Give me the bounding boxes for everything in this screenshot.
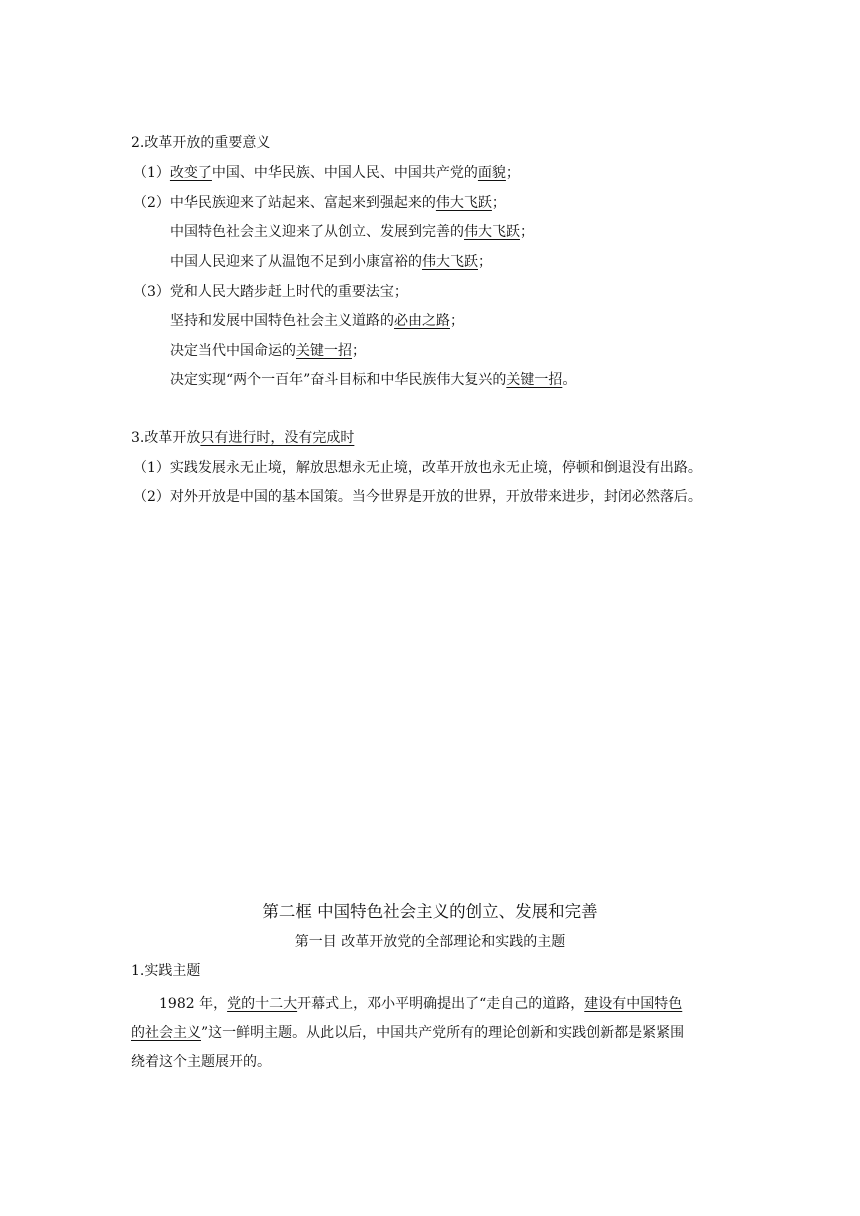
section-heading: 3.改革开放只有进行时，没有完成时 xyxy=(131,430,355,446)
list-item: 中国特色社会主义迎来了从创立、发展到完善的伟大飞跃； xyxy=(170,224,534,240)
section-heading: 2.改革开放的重要意义 xyxy=(131,135,271,151)
list-item: （3）党和人民大踏步赶上时代的重要法宝； xyxy=(133,284,408,300)
list-item: 决定当代中国命运的关键一招； xyxy=(170,343,366,359)
list-item: 中国人民迎来了从温饱不足到小康富裕的伟大飞跃； xyxy=(170,254,492,270)
list-item: 决定实现“两个一百年”奋斗目标和中华民族伟大复兴的关键一招。 xyxy=(170,372,577,388)
list-item: （2）中华民族迎来了站起来、富起来到强起来的伟大飞跃； xyxy=(133,195,506,211)
frame-title: 第二框 中国特色社会主义的创立、发展和完善 xyxy=(262,902,598,921)
paragraph-line: 1982 年，党的十二大开幕式上，邓小平明确提出了“走自己的道路，建设有中国特色 xyxy=(159,996,683,1012)
list-item: （2）对外开放是中国的基本国策。当今世界是开放的世界，开放带来进步，封闭必然落后。 xyxy=(133,489,702,505)
frame-subtitle: 第一目 改革开放党的全部理论和实践的主题 xyxy=(294,934,566,950)
list-item: （1）改变了中国、中华民族、中国人民、中国共产党的面貌； xyxy=(133,165,520,181)
paragraph-line: 绕着这个主题展开的。 xyxy=(131,1054,271,1070)
list-item: （1）实践发展永无止境，解放思想永无止境，改革开放也永无止境，停顿和倒退没有出路。 xyxy=(133,460,702,476)
paragraph-line: 的社会主义”这一鲜明主题。从此以后，中国共产党所有的理论创新和实践创新都是紧紧围 xyxy=(131,1025,685,1041)
list-item: 坚持和发展中国特色社会主义道路的必由之路； xyxy=(170,313,464,329)
section-heading: 1.实践主题 xyxy=(131,963,201,979)
